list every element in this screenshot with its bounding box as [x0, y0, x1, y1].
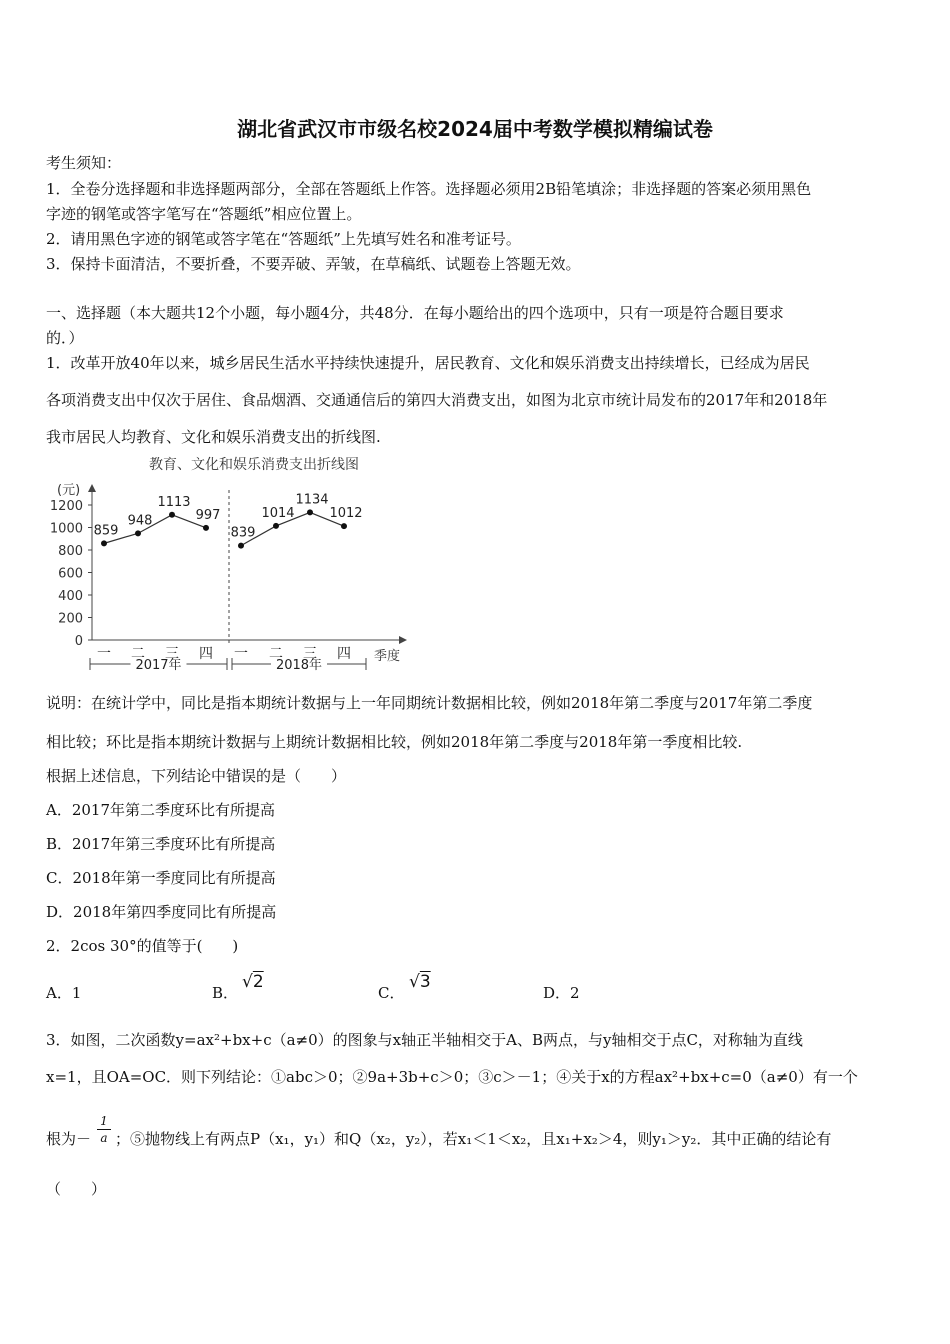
data-point: [238, 543, 244, 549]
data-point: [169, 512, 175, 518]
data-point: [203, 525, 209, 531]
year-group-label: 2018年: [275, 658, 323, 673]
q3-line-3-prefix: 根为－: [46, 1130, 92, 1148]
data-label: 997: [195, 507, 221, 523]
q2-option-b-sqrt: √2: [242, 972, 264, 992]
q2-option-c-sqrt: √3: [409, 972, 431, 992]
q1-line-1: 1．改革开放40年以来，城乡居民生活水平持续快速提升，居民教育、文化和娱乐消费支出持续增长，已经成为居民: [46, 354, 810, 372]
chart-ylabel: (元): [57, 483, 81, 498]
chart-xlabel: 季度: [374, 649, 401, 664]
series-line: [104, 515, 206, 544]
year-group-label: 2017年: [135, 658, 182, 673]
data-label: 839: [230, 525, 256, 541]
data-label: 948: [127, 513, 153, 529]
q1-option-c: C．2018年第一季度同比有所提高: [46, 869, 276, 887]
q2-option-a-value: 1: [71, 984, 82, 1002]
data-label: 1014: [261, 505, 295, 521]
section-heading-cont: 的．）: [46, 329, 84, 347]
q3-fraction-numerator: 1: [100, 1114, 108, 1128]
q1-option-d: D．2018年第四季度同比有所提高: [46, 903, 277, 921]
chart-title: 教育、文化和娱乐消费支出折线图: [149, 457, 359, 473]
q2-option-d-value: 2: [570, 984, 580, 1002]
q2-option-d: [543, 982, 580, 1003]
q2-option-a: [46, 982, 81, 1003]
x-tick-label: 二: [269, 646, 283, 662]
q2-option-c-radicand: 3: [419, 972, 431, 992]
data-label: 1012: [329, 506, 363, 522]
q2-stem: 2．2cos 30°的值等于( ): [46, 937, 239, 955]
q1-line-3: 我市居民人均教育、文化和娱乐消费支出的折线图.: [46, 428, 381, 446]
q2-option-a-label: A．: [46, 984, 72, 1002]
line-chart: [44, 450, 416, 682]
q3-line-1: 3．如图，二次函数y=ax²+bx+c（a≠0）的图象与x轴正半轴相交于A、B两点，与y轴相交于点C，对称轴为直线: [46, 1031, 803, 1049]
q2-option-c-label: C．: [378, 984, 405, 1002]
notice-heading: 考生须知：: [46, 154, 122, 172]
x-tick-label: 三: [303, 646, 317, 662]
q1-option-a: A．2017年第二季度环比有所提高: [46, 801, 276, 819]
q1-note-line-1: 说明：在统计学中，同比是指本期统计数据与上一年同期统计数据相比较，例如2018年第二季度与2017年第二季度: [46, 694, 813, 712]
y-tick-label: 600: [58, 566, 83, 582]
page-title: 湖北省武汉市市级名校2024届中考数学模拟精编试卷: [237, 117, 713, 141]
y-tick-label: 400: [58, 589, 83, 604]
section-heading: 一、选择题（本大题共12个小题，每小题4分，共48分．在每小题给出的四个选项中，只有一项是符合题目要求: [46, 304, 784, 322]
notice-item-1: 1．全卷分选择题和非选择题两部分，全部在答题纸上作答。选择题必须用2B铅笔填涂；非选择题的答案必须用黑色: [46, 180, 812, 198]
x-tick-label: 四: [337, 646, 351, 662]
q3-fraction-denominator: a: [100, 1131, 108, 1145]
y-tick-label: 200: [58, 611, 83, 627]
q3-line-3: ；⑤抛物线上有两点P（x₁，y₁）和Q（x₂，y₂），若x₁＜1＜x₂，且x₁+x₂＞4，则y₁＞y₂．其中正确的结论有: [115, 1130, 832, 1148]
y-axis-arrow: [88, 484, 96, 492]
y-tick-label: 0: [74, 634, 83, 649]
x-axis-arrow: [399, 636, 407, 644]
x-tick-label: 四: [199, 646, 213, 662]
x-tick-label: 三: [165, 646, 179, 662]
q2-option-b-label: B．: [212, 984, 239, 1002]
q1-line-2: 各项消费支出中仅次于居住、食品烟酒、交通通信后的第四大消费支出，如图为北京市统计局发布的2017年和2018年: [46, 391, 828, 409]
x-tick-label: 二: [131, 646, 145, 662]
q2-option-b-radicand: 2: [252, 972, 264, 992]
data-point: [341, 523, 347, 529]
q3-line-2: x=1，且OA=OC．则下列结论：①abc＞0；②9a+3b+c＞0；③c＞－1；④关于x的方程ax²+bx+c=0（a≠0）有一个: [46, 1068, 858, 1086]
y-tick-label: 1200: [49, 499, 83, 514]
notice-item-2: 2．请用黑色字迹的钢笔或答字笔在“答题纸”上先填写姓名和准考证号。: [46, 230, 521, 248]
data-point: [101, 540, 107, 546]
q3-fraction: [97, 1114, 111, 1145]
q1-note-line-2: 相比较；环比是指本期统计数据与上期统计数据相比较，例如2018年第二季度与2018年第一季度相比较.: [46, 733, 743, 751]
x-tick-label: 一: [97, 646, 111, 662]
data-label: 1134: [295, 492, 329, 508]
q2-option-d-label: D．: [543, 984, 571, 1002]
data-label: 859: [93, 523, 119, 539]
notice-item-1-cont: 字迹的钢笔或答字笔写在“答题纸”相应位置上。: [46, 205, 362, 223]
y-tick-label: 1000: [49, 521, 83, 537]
q1-stem: 根据上述信息，下列结论中错误的是（ ）: [46, 767, 347, 785]
x-tick-label: 一: [234, 646, 248, 662]
q1-option-b: B．2017年第三季度环比有所提高: [46, 835, 276, 853]
data-point: [135, 530, 141, 536]
y-tick-label: 800: [58, 544, 83, 559]
data-point: [273, 523, 279, 529]
q3-line-4: （ ）: [46, 1180, 107, 1198]
data-point: [307, 509, 313, 515]
notice-item-3: 3．保持卡面清洁，不要折叠，不要弄破、弄皱，在草稿纸、试题卷上答题无效。: [46, 255, 581, 273]
data-label: 1113: [157, 494, 191, 510]
